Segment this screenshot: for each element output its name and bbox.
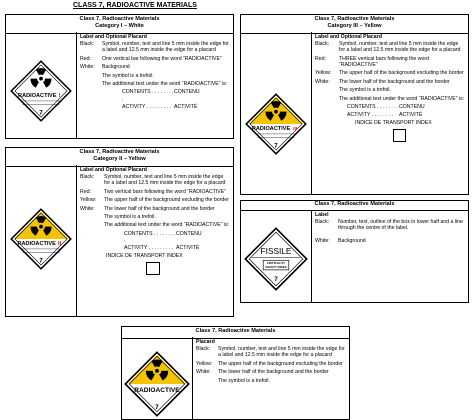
class-number: 7 [155,404,159,412]
label-word: RADIOACTIVE [251,126,291,133]
spec-row: Black: Symbol, number, text and line 5 mm inside the edge for a label and 12.5 mm inside the edge for a placard [80,41,229,54]
csi-line-2: SAFETY INDEX [265,264,287,269]
section-heading: Label and Optional Placard [80,167,147,173]
spec-row: White: The lower half of the background and the border [196,369,329,376]
card-body [315,34,465,142]
section-heading: Label and Optional Placard [80,34,147,40]
card-body [315,212,465,246]
translation-pair: CONTENTS . . . . . . . . CONTENU [347,103,425,110]
card-header: Class 7, Radioactive Materials [122,327,349,339]
card-header: Class 7, Radioactive Materials Category III – Yellow [241,15,468,34]
symbol-note: The symbol is a trefoil. [339,87,391,94]
class-number: 7 [274,275,278,283]
label-word: RADIOACTIVE [17,241,56,248]
card-header: Class 7, Radioactive Materials Category I – White [6,15,233,34]
class-number: 7 [39,109,43,117]
transport-index-text: INDICE DE TRANSPORT INDEX [355,120,432,127]
additional-text-note: The additional text under the word “RADIOACTIVE” is: [102,80,228,87]
card-fissile [240,200,469,303]
radioactive-i-label-icon [10,60,72,122]
card-header: Class 7, Radioactive Materials [241,201,468,211]
section-heading: Label and Optional Placard [315,34,382,40]
card-header: Class 7, Radioactive Materials Category II – Yellow [6,148,233,167]
translation-pair: CONTENTS . . . . . . . . . CONTENU [122,89,200,102]
fissile-label-icon [244,227,308,291]
fissile-word: FISSILE [260,245,292,256]
transport-index-box [146,262,160,275]
card-category-i [5,14,234,139]
spec-row: Black: Symbol, number, text and line 5 mm inside the edge for a label and 12.5 mm inside the edge for a placard [315,41,461,54]
page-title: CLASS 7, RADIOACTIVE MATERIALS [73,2,197,9]
spec-row: White: The lower half of the background and the border [315,78,450,85]
card-body [80,34,230,112]
label-word: RADIOACTIVE [134,386,180,394]
radioactive-placard-icon [124,351,190,417]
transport-index-text: INDICE DE TRANSPORT INDEX [106,253,183,260]
spec-row: Red: THREE vertical bars following the word “RADIOACTIVE” [315,55,429,68]
class-number: 7 [274,142,278,150]
card-body [80,167,230,275]
spec-row: Red: Two vertical bars following the word “RADIOACTIVE” [80,188,226,195]
card-body [196,339,346,386]
section-heading: Placard [196,339,215,345]
card-category-iii [240,14,469,195]
spec-row: Black: Symbol, number, text and line 5 mm inside the edge for a label and 12.5 mm inside the edge for a placard [80,174,226,187]
spec-row: Black: Symbol, number, text and line 5 mm inside the edge for a label and 12.5 mm inside the edge for a placard [196,346,345,359]
spec-row: White: Background [315,237,366,244]
red-bar-mark: III [293,127,298,133]
class-number: 7 [39,257,43,265]
translation-pair: CONTENTS . . . . . . . . . CONTENU [124,230,202,243]
spec-row: Yellow: The upper half of the background excluding the border [196,360,343,367]
transport-index-box [393,129,406,142]
spec-row: White: Background [80,64,130,71]
spec-row: Yellow: The upper half of the background excluding the border [315,70,464,77]
red-bar-mark: II [58,241,62,248]
label-word: RADIOACTIVE [18,93,57,100]
csi-line-1: CRITICALITY [266,261,286,266]
symbol-note: The symbol is a trefoil. [218,377,270,384]
card-category-ii [5,147,234,317]
red-bar-mark: I [58,93,61,100]
radioactive-iii-label-icon [245,93,307,155]
spec-row: Black: Number, text, outline of the box in lower half and a line through the centre of the label. [315,219,463,232]
radioactive-ii-label-icon [10,208,72,270]
spec-row: Red: One vertical bar following the word “RADIOACTIVE” [80,55,222,62]
spec-row: White: The lower half of the background and the border [80,205,215,212]
translation-pair: ACTIVITY . . . . . . . . . ACTIVITÉ [122,103,198,110]
additional-text-note: The additional text under the word “RADIOACTIVE” is: [104,222,230,229]
card-placard [121,326,350,420]
additional-text-note: The additional text under the word “RADIOACTIVE” is: [339,95,465,102]
section-heading: Label [315,212,329,218]
translation-pair: ACTIVITY . . . . . . . . ACTIVITÉ [347,112,423,119]
symbol-note: The symbol is a trefoil. [102,72,154,79]
symbol-note: The symbol is a trefoil. [104,213,156,220]
translation-pair: ACTIVITY . . . . . . . . . ACTIVITÉ [124,245,200,252]
spec-row: Yellow: The upper half of the background excluding the border [80,197,229,204]
